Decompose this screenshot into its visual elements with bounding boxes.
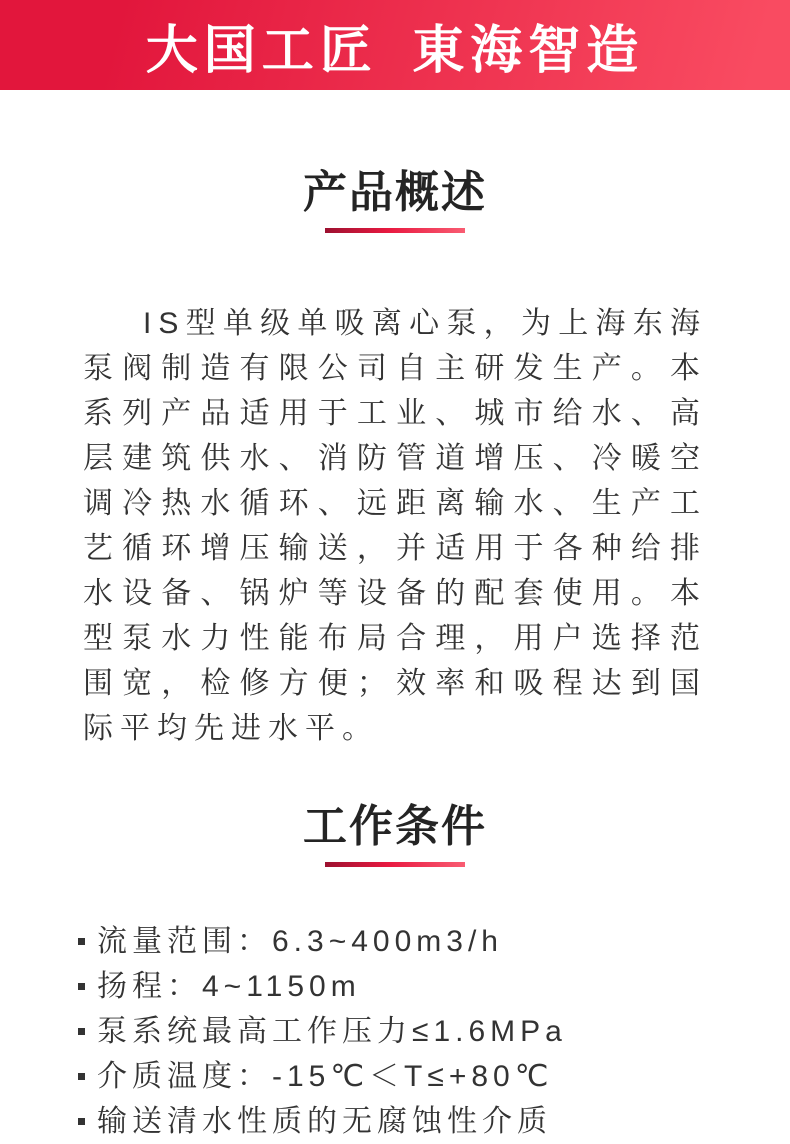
conditions-list: [0, 919, 790, 1144]
section-working-conditions: [0, 751, 790, 1144]
bullet-square-icon: [78, 1118, 85, 1125]
bullet-square-icon: [78, 938, 85, 945]
conditions-heading-underline: [325, 862, 465, 867]
condition-item-label: 输送清水性质的无腐蚀性介质: [97, 1105, 552, 1138]
conditions-heading: 工作条件: [303, 802, 487, 851]
section-overview: [0, 90, 790, 751]
condition-item-label: 流量范围：6.3~400m3/h: [97, 925, 503, 958]
condition-item-head: [78, 964, 730, 1009]
condition-item-label: 泵系统最高工作压力≤1.6MPa: [97, 1015, 567, 1048]
bullet-square-icon: [78, 1073, 85, 1080]
banner-title: 大国工匠 東海智造: [145, 21, 645, 80]
condition-item-label: 扬程：4~1150m: [97, 970, 361, 1003]
brand-banner: [0, 0, 790, 90]
condition-item-max-pressure: [78, 1009, 730, 1054]
overview-heading-underline: [325, 228, 465, 233]
bullet-square-icon: [78, 1028, 85, 1035]
overview-heading: 产品概述: [303, 168, 487, 217]
condition-item-label: 介质温度：-15℃＜T≤+80℃: [97, 1060, 554, 1093]
bullet-square-icon: [78, 983, 85, 990]
condition-item-medium-temperature: [78, 1054, 730, 1099]
condition-item-flow-range: [78, 919, 730, 964]
overview-paragraph: IS型单级单吸离心泵，为上海东海泵阀制造有限公司自主研发生产。本系列产品适用于工业、城市给水、高层建筑供水、消防管道增压、冷暖空调冷热水循环、远距离输水、生产工艺循环增压输送，并适用于各种给排水设备、锅炉等设备的配套使用。本型泵水力性能布局合理，用户选择范围宽，检修方便；效率和吸程达到国际平均先进水平。: [83, 307, 707, 745]
condition-item-medium-type: [78, 1099, 730, 1144]
